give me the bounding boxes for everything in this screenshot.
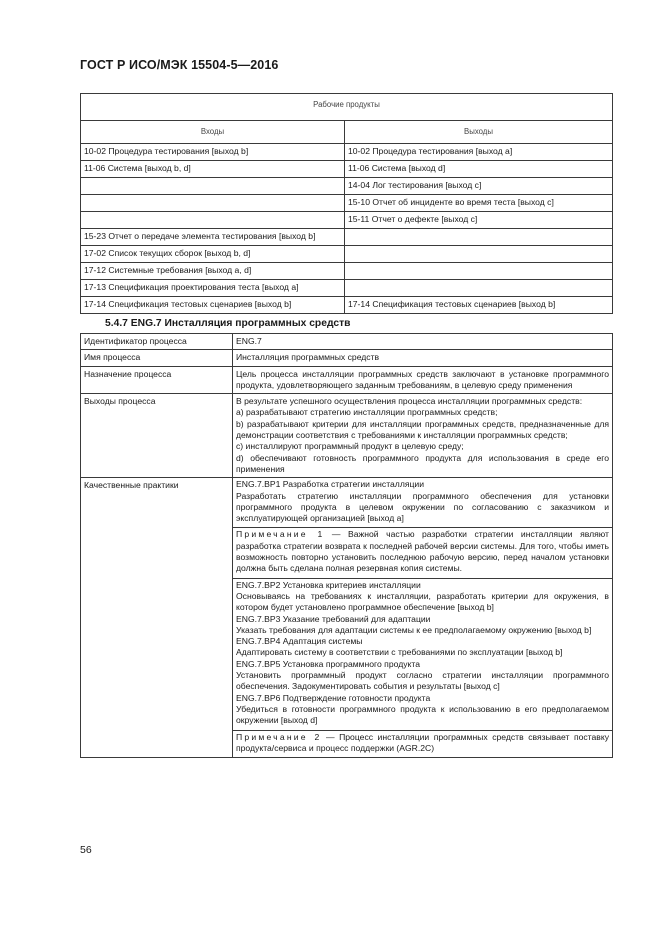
output-item-b: b) разрабатывают критерии для инсталляции программных средств, предназначенные для демонстрации соответствия с требованиями к инсталляции программных средств; bbox=[236, 418, 609, 441]
table-row bbox=[81, 178, 613, 195]
base-practices-row bbox=[81, 478, 613, 758]
work-products-caption: Рабочие продукты bbox=[81, 94, 613, 121]
process-id-label: Идентификатор процесса bbox=[81, 334, 233, 350]
process-name-label: Имя процесса bbox=[81, 350, 233, 366]
output-cell: 14-04 Лог тестирования [выход c] bbox=[345, 178, 613, 195]
process-id-row bbox=[81, 334, 613, 350]
table-row bbox=[81, 246, 613, 263]
output-item-d: d) обеспечивают готовность программного продукта для использования в среде его применения bbox=[236, 452, 609, 474]
process-name-value: Инсталляция программных средств bbox=[233, 350, 613, 366]
input-cell: 17-13 Спецификация проектирования теста [выход a] bbox=[81, 280, 345, 297]
input-cell: 15-23 Отчет о передаче элемента тестирования [выход b] bbox=[81, 229, 345, 246]
note1-block bbox=[233, 528, 612, 578]
process-id-value: ENG.7 bbox=[233, 334, 613, 350]
base-practices-label: Качественные практики bbox=[81, 478, 233, 758]
bp1-title: ENG.7.BP1 Разработка стратегии инсталляции bbox=[236, 479, 425, 490]
process-outputs-row bbox=[81, 394, 613, 478]
base-practices-value bbox=[233, 478, 613, 758]
outputs-intro: В результате успешного осуществления процесса инсталляции программных средств: bbox=[236, 396, 583, 407]
process-purpose-label: Назначение процесса bbox=[81, 366, 233, 394]
note1-text: — Важной частью разработки стратегии инсталляции являют разработка стратегии возврата к последней рабочей версии системы. Для того, чтобы иметь возможность повторно установить последнюю рабочую версию, перед началом установки должна быть сделана полная резервная копия системы. bbox=[236, 529, 609, 574]
note2-text: — Процесс инсталляции программных средств связывает поставку продукта/сервиса и процесс поддержки (AGR.2C) bbox=[236, 731, 610, 753]
bp4-title: ENG.7.BP4 Адаптация системы bbox=[236, 636, 363, 647]
input-cell: 10-02 Процедура тестирования [выход b] bbox=[81, 144, 345, 161]
output-cell: 11-06 Система [выход d] bbox=[345, 161, 613, 178]
output-cell: 15-11 Отчет о дефекте [выход c] bbox=[345, 212, 613, 229]
input-cell bbox=[81, 178, 345, 195]
input-cell: 17-14 Спецификация тестовых сценариев [выход b] bbox=[81, 297, 345, 314]
page-number: 56 bbox=[80, 844, 92, 856]
output-cell: 17-14 Спецификация тестовых сценариев [выход b] bbox=[345, 297, 613, 314]
bp1-block bbox=[233, 478, 612, 528]
table-row bbox=[81, 195, 613, 212]
bp4-text: Адаптировать систему в соответствии с требованиями по эксплуатации [выход b] bbox=[236, 647, 563, 658]
process-outputs-label: Выходы процесса bbox=[81, 394, 233, 478]
table-row bbox=[81, 144, 613, 161]
output-item-c: c) инсталлируют программный продукт в целевую среду; bbox=[236, 441, 464, 452]
table-row bbox=[81, 263, 613, 280]
bp1-text: Разработать стратегию инсталляции программного обеспечения для установки программного продукта в целевом окружении по согласованию с заказчиком и эксплуатирующей организацией [выход a] bbox=[236, 490, 609, 524]
input-cell bbox=[81, 212, 345, 229]
note1-label: Примечание 1 bbox=[236, 529, 325, 540]
table-row bbox=[81, 297, 613, 314]
table-row bbox=[81, 280, 613, 297]
bp3-text: Указать требования для адаптации системы к ее предполагаемому окружению [выход b] bbox=[236, 624, 592, 635]
output-cell bbox=[345, 280, 613, 297]
input-cell: 11-06 Система [выход b, d] bbox=[81, 161, 345, 178]
output-cell: 15-10 Отчет об инциденте во время теста [выход c] bbox=[345, 195, 613, 212]
output-cell bbox=[345, 229, 613, 246]
bp6-title: ENG.7.BP6 Подтверждение готовности продукта bbox=[236, 692, 431, 703]
bp3-title: ENG.7.BP3 Указание требований для адаптации bbox=[236, 613, 431, 624]
table-row bbox=[81, 161, 613, 178]
process-definition-table bbox=[80, 333, 613, 758]
bp5-text: Установить программный продукт согласно стратегии инсталляции программного обеспечения. Задокументировать события и результаты [выход c] bbox=[236, 670, 609, 692]
work-products-table bbox=[80, 93, 613, 314]
output-cell: 10-02 Процедура тестирования [выход a] bbox=[345, 144, 613, 161]
output-item-a: a) разрабатывают стратегию инсталляции программных средств; bbox=[236, 407, 498, 418]
standard-title: ГОСТ Р ИСО/МЭК 15504-5—2016 bbox=[80, 58, 279, 72]
output-cell bbox=[345, 263, 613, 280]
bp2-text: Основываясь на требованиях к инсталляции, разработать критерии для окружения, в котором будет установлено программное обеспечение [выход b] bbox=[236, 590, 609, 613]
outputs-column-header: Выходы bbox=[345, 121, 613, 144]
input-cell: 17-12 Системные требования [выход a, d] bbox=[81, 263, 345, 280]
bp2-6-block bbox=[233, 579, 612, 731]
input-cell bbox=[81, 195, 345, 212]
bp6-text: Убедиться в готовности программного продукта к использованию в его предполагаемом окружении [выход d] bbox=[236, 703, 609, 726]
process-purpose-value: Цель процесса инсталляции программных средств заключают в установке программного продукта, удовлетворяющего заданным требованиям, в целевую среду применения bbox=[233, 366, 613, 394]
inputs-column-header: Входы bbox=[81, 121, 345, 144]
section-heading: 5.4.7 ENG.7 Инсталляция программных средств bbox=[105, 318, 351, 329]
output-cell bbox=[345, 246, 613, 263]
process-name-row bbox=[81, 350, 613, 366]
table-row bbox=[81, 229, 613, 246]
process-outputs-value bbox=[233, 394, 613, 478]
note2-block bbox=[233, 731, 612, 758]
note2-label: Примечание 2 bbox=[236, 731, 322, 742]
input-cell: 17-02 Список текущих сборок [выход b, d] bbox=[81, 246, 345, 263]
table-row bbox=[81, 212, 613, 229]
bp5-title: ENG.7.BP5 Установка программного продукта bbox=[236, 658, 420, 669]
process-purpose-row bbox=[81, 366, 613, 394]
bp2-title: ENG.7.BP2 Установка критериев инсталляции bbox=[236, 579, 421, 590]
